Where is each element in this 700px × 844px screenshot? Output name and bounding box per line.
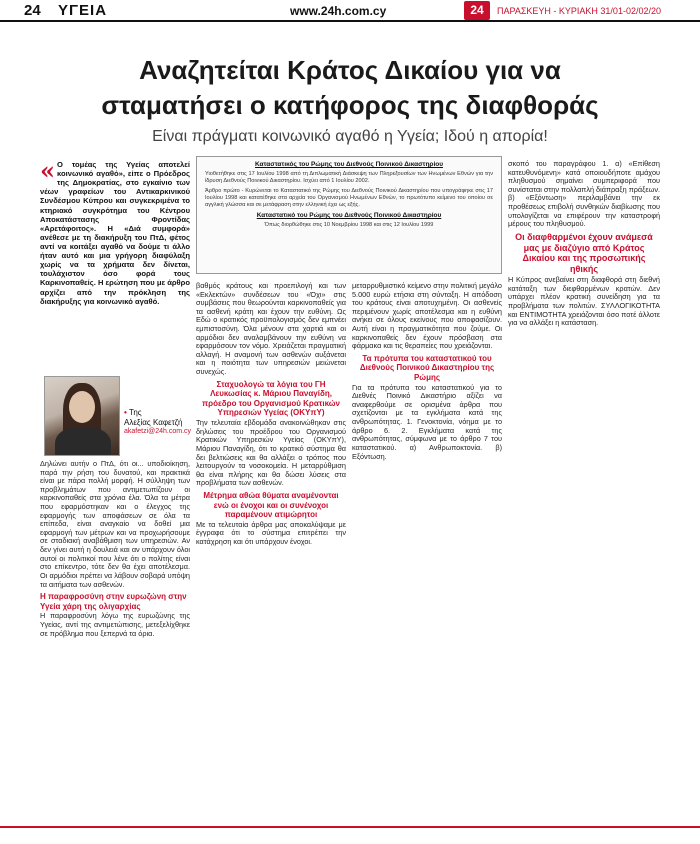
author-name: Αλεξίας Καφετζή (124, 418, 183, 427)
column-2-text-2: Την τελευταία εβδομάδα ανακοινώθηκαν στις δηλώσεις του προέδρου του Οργανισμού Κρατικών Υπηρεσιών Υγείας (ΟΚΥπΥ), Μάριου Παναγίδη, ότι το κρατικό σύστημα θα δει βελτιώσεις και θα αλλάξει ο τρόπος που λειτουργούν τα νοσοκομεία. Η μεταρρύθμιση θα είναι πλήρης και θα δώσει λύσεις στα προβλήματα των ασθενών. (196, 418, 346, 488)
site-url[interactable]: www.24h.com.cy (290, 4, 387, 18)
doc-text-2: Άρθρο πρώτο - Κυρώνεται το Καταστατικό της Ρώμης του Διεθνούς Ποινικού Δικαστηρίου που υπογράφηκε στις 17 Ιουλίου 1998 και κατατέθηκε στα αρχεία του Οργανισμού Ηνωμένων Εθνών, το πρωτότυπο κείμενο του οποίου σε αγγλική γλώσσα και σε μετάφραση στην ελληνική έχει ως εξής. (205, 187, 493, 208)
headline-line-1: Αναζητείται Κράτος Δικαίου για να (139, 55, 561, 85)
page-header (0, 0, 700, 22)
column-1-subtitle: Η παραφροσύνη στην ευρωζώνη στην Υγεία χάρη της ολιγαρχίας (40, 592, 187, 611)
doc-text-3: Όπως διορθώθηκε στις 10 Νοεμβρίου 1998 και στις 12 Ιουλίου 1999 (264, 221, 434, 228)
column-2-text: βαθμός κράτους και προεπιλογή και των «Εκλεκτών» συνδέσεων του «Όχι» στις συμβάσεις που θεωρούνται καρκινοπαθείς για τα ασθενή κράτη και έχουν την ευθύνη. Ως Εδώ ο κρατικός προϋπολογισμός δεν εμπνέει εμπιστοσύνη. Όλα μένουν στα χαρτιά και οι αρμόδιοι δεν αναλαμβάνουν την ευθύνη να εφαρμόσουν τον νόμο. Χρειάζεται πραγματική αλλαγή. Η αναμονή των ασθενών αυξάνεται και η ποιότητα των υπηρεσιών μειώνεται συνεχώς. (196, 282, 346, 377)
dropcap-quote: « (40, 160, 55, 185)
doc-title-2: Καταστατικό του Ρώμης του Διεθνούς Ποινικού Δικαστηρίου (256, 211, 442, 219)
issue-date: ΠΑΡΑΣΚΕΥΗ - ΚΥΡΙΑΚΗ 31/01-02/02/20 (497, 6, 661, 16)
column-4-text: σκοπό του παραγράφου 1. α) «Επίθεση κατευθυνόμενη» κατά οποιουδήποτε αμάχου πληθυσμού σημαίνει συμπεριφορά που συνίσταται στην πολλαπλή διάπραξη πράξεων. β) «Εξόντωση» περιλαμβάνει την εκ προθέσεως επιβολή συνθηκών διαβίωσης που υπολογίζεται να επιφέρουν την καταστροφή μέρους του πληθυσμού. (508, 160, 660, 229)
column-3-body (352, 282, 502, 810)
doc-title-1: Καταστατικός του Ρώμης του Διεθνούς Ποινικού Δικαστηρίου (255, 161, 443, 168)
subheadline: Είναι πράγματι κοινωνικό αγαθό η Υγεία; Ιδού η απορία! (152, 128, 548, 145)
column-2-subtitle: Σταχυολογώ τα λόγια του ΓΗ Λευκωσίας κ. Μάριου Παναγίδη, πρόεδρο του Οργανισμού Κρατικών Υπηρεσιών Υγείας (ΟΚΥπΥ) (202, 379, 340, 418)
author-byline: • Της Αλεξίας Καφετζή akafetzi@24h.com.cy (124, 408, 196, 437)
column-4-subtitle: Οι διαφθαρμένοι έχουν ανάμεσά μας με διαζύγιο από Κράτος Δικαίου και της προσωπικής ηθικής (515, 231, 653, 275)
section-title: ΥΓΕΙΑ (58, 2, 108, 19)
page-number: 24 (24, 2, 41, 19)
column-2-text-3: Με τα τελευταία άρθρα μας αποκαλύψαμε με έγγραφα ότι το σύστημα επιτρέπει την κατάχρηση και ότι υπάρχουν ένοχοι. (196, 519, 346, 546)
headline-line-2: σταματήσει ο κατήφορος της διαφθοράς (101, 90, 599, 120)
column-3-text-2: Για τα πρότυπα του καταστατικού για το Διεθνές Ποινικό Δικαστήριο αξίζει να αναφερθούμε σε ορισμένα άρθρα που σχετίζονται με τα εγκλήματα κατά της ανθρωπότητας. 1. Γενοκτονία, νόημα με το άρθρο 6. 2. Εγκλήματα κατά της ανθρωπότητας, σύμφωνα με το άρθρο 7 του καταστατικού. α) Ανθρωποκτονία. β) Εξόντωση. (352, 382, 502, 461)
column-1-text: Δηλώνει αυτήν ο ΠτΔ, ότι οι... υποδιοίκηση, παρά την ρήση του δυνατού, και πρακτικά είναι με πάρα πολλή μορφή. Η σύλληψη των προβλημάτων που αντιμετωπίζουν οι καρκινοπαθείς στα χρόνια έλα. Όλα τα μέτρα που εφαρμόστηκαν και ο έλεγχος της εφαρμογής των αποφάσεων σε όλα τα επίπεδα, είναι αναγκαίο να δοθεί μια εφαρμογή των μέτρων και να προχωρήσουμε σε σταδιακή αναβάθμιση των υπηρεσιών. Αν δεν γίνει αυτή η δουλειά και αν υπάρχουν όλοι αυτοί οι πολιτικοί που λένε ότι ο πολίτης είναι στο επίκεντρο, τότε δεν θα έχει αποτέλεσμα. Οι αρμόδιοι πρέπει να λάβουν σοβαρά υπόψη τα αιτήματα των ασθενών. (40, 460, 190, 589)
column-4-body (508, 160, 660, 810)
column-1-text-2: Η παραφροσύνη λόγω της ευρωζώνης της Υγείας, αντί της αντιμετώπισης, μετεξελίχθηκε σε πρόβλημα που ξεπερνά τα όρια. (40, 611, 190, 638)
column-2-subtitle-2: Μέτρημα αθώα θύματα αναμένονται ενώ οι ένοχοι και οι συνένοχοι παραμένουν ατιμώρητοι (203, 490, 339, 520)
publication-logo: 24 (464, 1, 490, 20)
column-3-subtitle: Τα πρότυπα του καταστατικού του Διεθνούς Ποινικού Δικαστηρίου της Ρώμης (359, 353, 495, 383)
author-photo (44, 376, 120, 456)
author-email[interactable]: akafetzi@24h.com.cy (124, 428, 192, 435)
footer-divider (0, 826, 700, 828)
column-3-text: μεταρρυθμιστικό κείμενο στην πολιτική μεγάλο 5.000 ευρώ ετήσια στη σύνταξη. Η απόδοση του κράτους είναι αποτυχημένη. Οι ασθενείς περιμένουν χωρίς αποτέλεσμα και η ευθύνη ανήκει σε όλους εκείνους που αποφασίζουν. Αυτή είναι η πραγματικότητα που ζούμε. Οι καρκινοπαθείς δεν έχουν πρόσβαση στα φάρμακα και τις θεραπείες που χρειάζονται. (352, 282, 502, 351)
column-2-body (196, 282, 346, 810)
column-4-text-2: Η Κύπρος ανεβαίνει στη διαφθορά στη διεθνή κατάταξη των διεφθαρμένων κρατών. Δεν υπάρχει πλέον κρατική συνείδηση για τα προβλήματα των πολιτών. ΣΥΛΛΟΓΙΚΟΤΗΤΑ και ΕΝΤΙΜΟΤΗΤΑ χρειάζονται όσο ποτέ άλλοτε για να αλλάξει η κατάσταση. (508, 275, 660, 328)
column-1-body (40, 460, 190, 800)
doc-text-1: Υιοθετήθηκε στις 17 Ιουλίου 1998 από τη Διπλωματική Διάσκεψη των Πληρεξουσίων των Ηνωμένων Εθνών για την ίδρυση Διεθνούς Ποινικού Δικαστηρίου. Ισχύει από 1 Ιουλίου 2002. (205, 171, 493, 184)
lead-text: Ο τομέας της Υγείας αποτελεί κοινωνικό αγαθό», είπε ο Πρόεδρος της Δημοκρατίας, στο εγκαίνιο των νέων γραφείων του Αντικαρκινικού Συνδέσμου Κύπρου και συγκεκριμένα το κτηριακό συγκρότημα του Κέντρου Αποκατάστασης Φροντίδας «Αρετάφοιτος». Η «Διά συμφορά» ανέθεσε με τη διακήρυξη του ΠτΔ, φέτος αντί να κοιτάξει αγαθό να δούμε τι άλλο ήταν αυτό και μια γρήγορη διαφύλαξη χωρίς να τα χρήματα δεν δίνεται, τουλάχιστον όσο φορά τους Καρκινοπαθείς. Η ερώτηση που με άρθρο αρχίζει από την πρόκληση της διακήρυξης για κοινωνικό αγαθό. (40, 160, 190, 306)
author-prefix: Της (129, 408, 142, 417)
document-excerpt-box (196, 156, 502, 274)
lead-paragraph (40, 160, 190, 370)
